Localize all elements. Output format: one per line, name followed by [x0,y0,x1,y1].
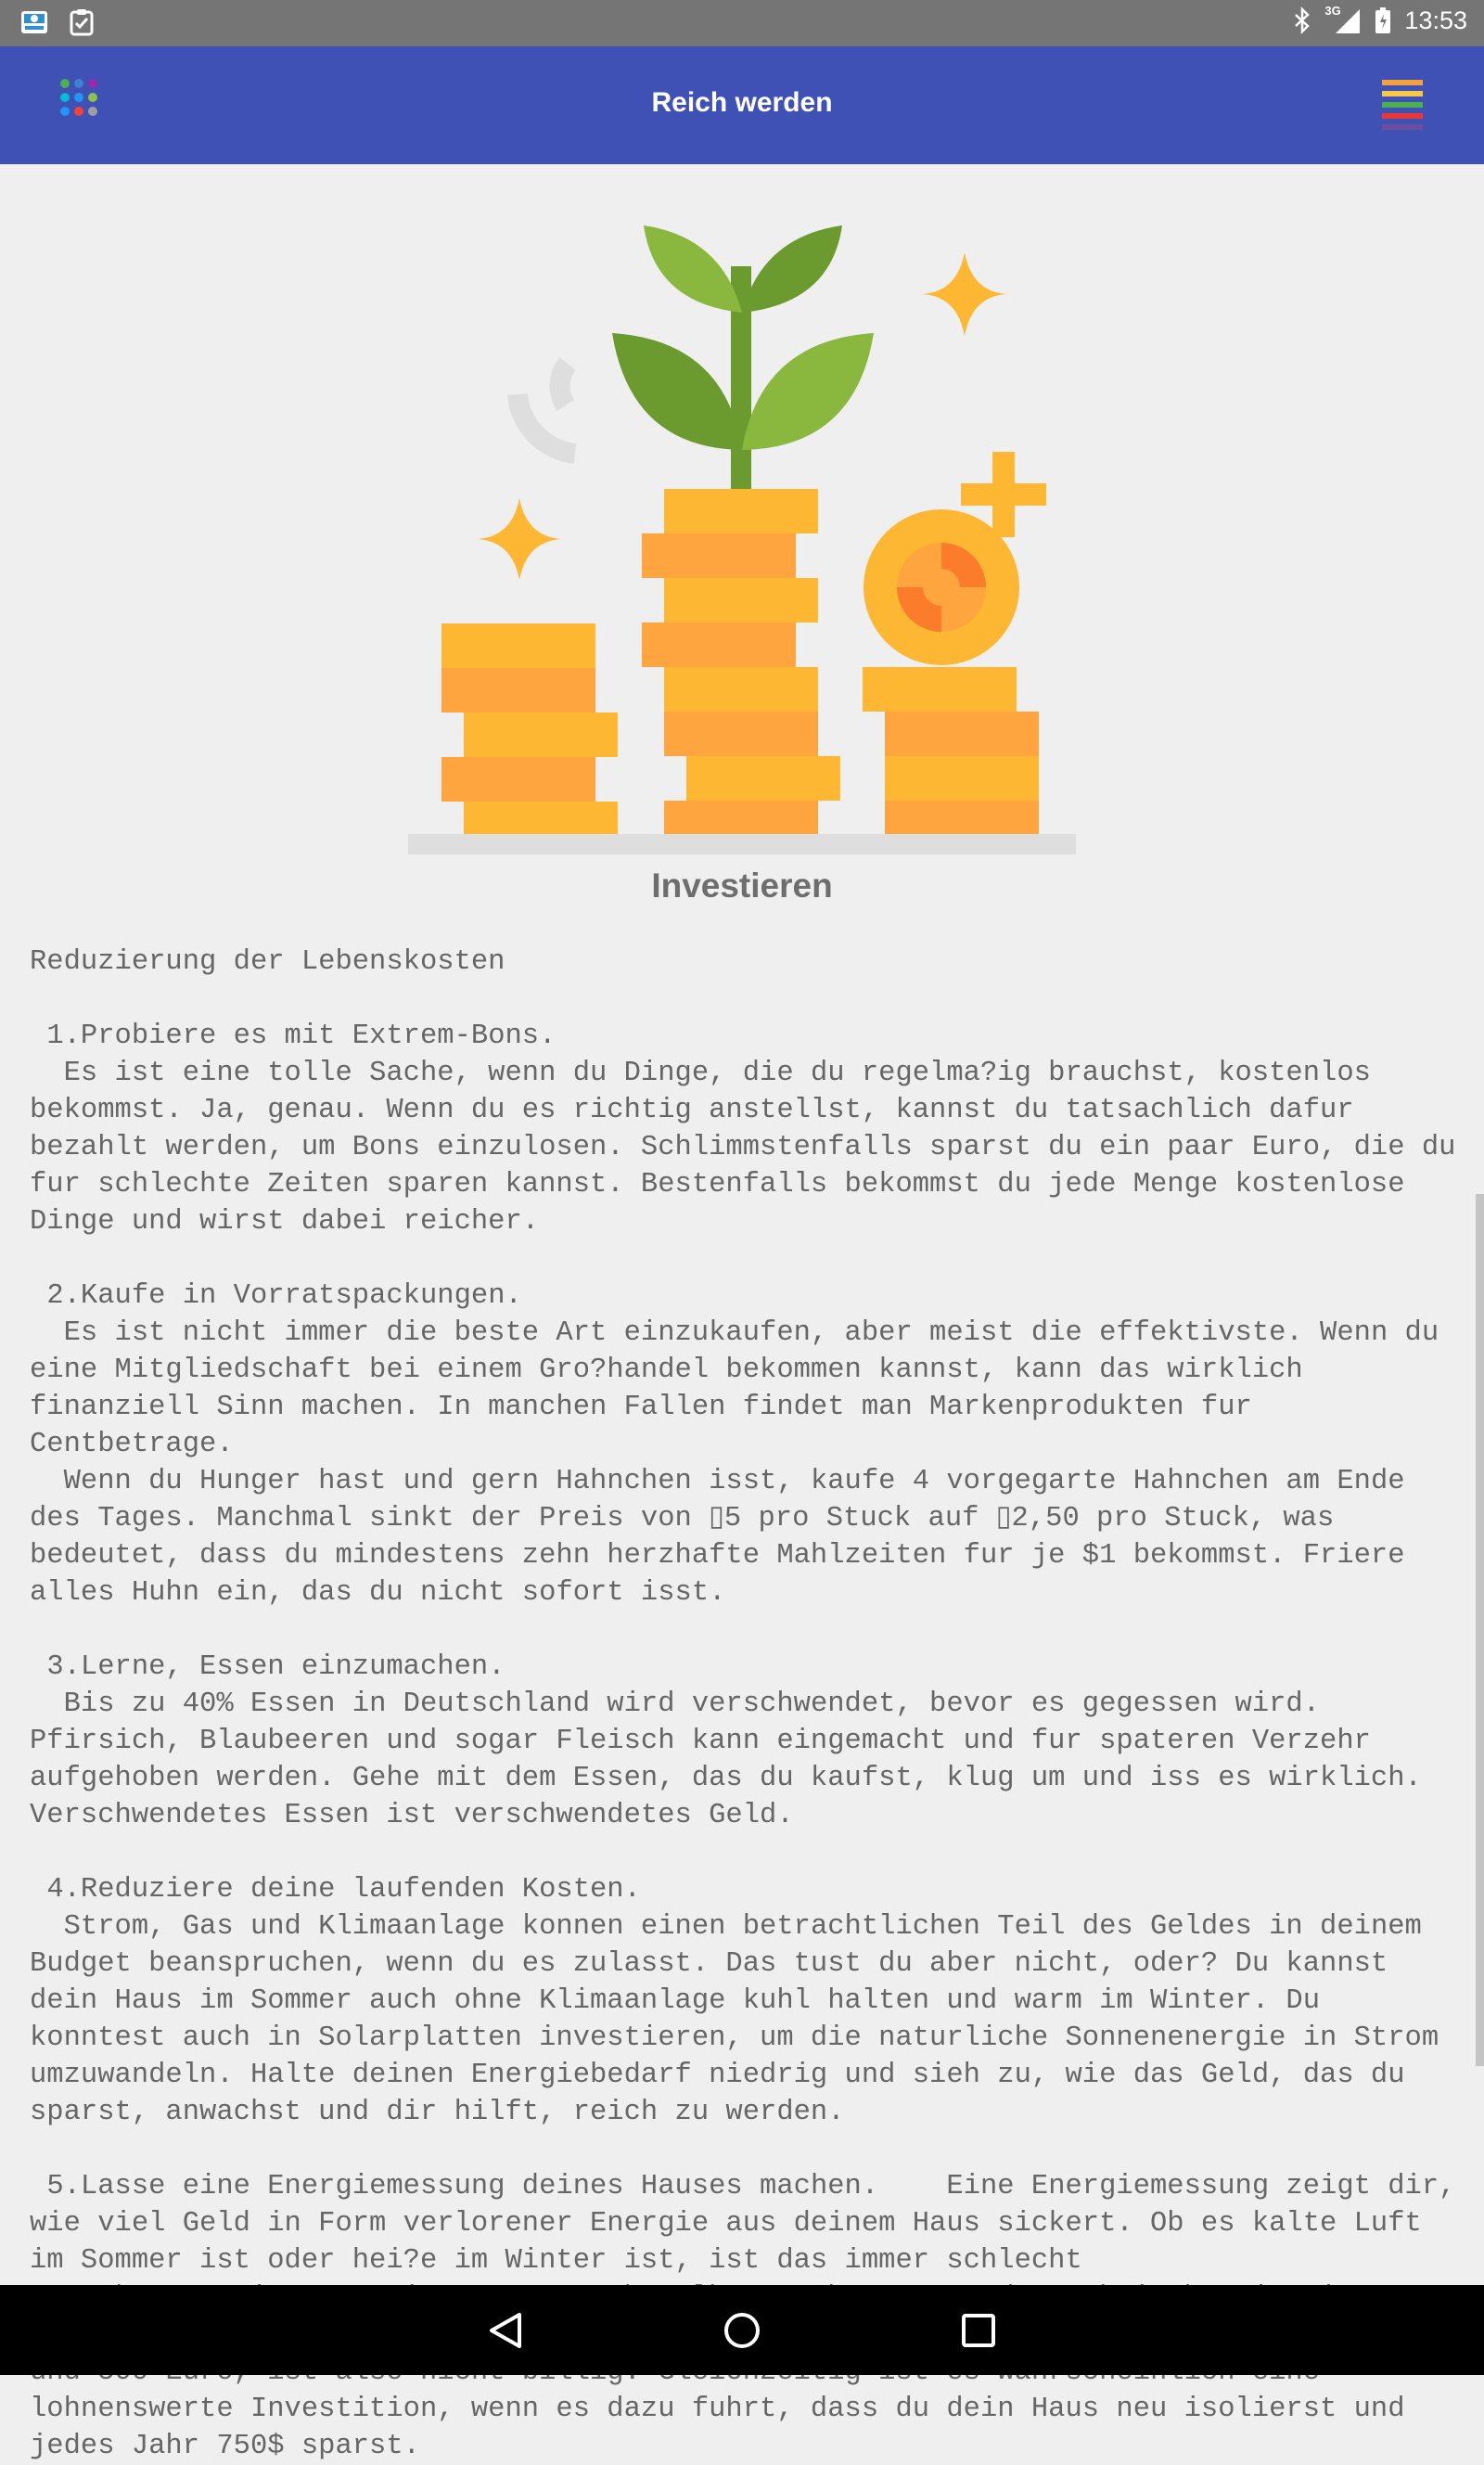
network-type: 3G [1324,4,1341,18]
app-title: Reich werden [651,87,833,118]
app-bar [0,46,1484,164]
home-icon[interactable] [721,2309,763,2352]
battery-icon [1375,6,1391,34]
notification-icons [20,8,95,36]
scrollbar[interactable] [1476,1194,1484,2066]
bluetooth-icon [1293,6,1311,34]
clipboard-check-icon [69,8,95,36]
coins-plant-icon [399,192,1085,860]
signal-icon [1334,7,1362,35]
back-icon[interactable] [484,2309,527,2352]
status-bar [0,0,1484,46]
section-title: Investieren [651,867,833,905]
system-status [1293,6,1467,35]
article-text: Reduzierung der Lebenskosten 1.Probiere es mit Extrem-Bons. Es ist eine tolle Sache, wenn du Dinge, die du regelma?ig brauchst, kostenlos bekommst. Ja, genau. Wenn du es richtig anstellst, kannst du tatsachlich dafur bezahlt werden, um Bons einzulosen. Schlimmstenfalls sparst du ein paar Euro, die du fur schlechte Zeiten sparen kannst. Bestenfalls bekommst du jede Menge kostenlose Dinge und wirst dabei reicher. 2.Kaufe in Vorratspackungen. Es ist nicht immer die beste Art einzukaufen, aber meist die effektivste. Wenn du eine Mitgliedschaft bei einem Gro?handel bekommen kannst, kann das wirklich finanziell Sinn machen. In manchen Fallen findet man Markenprodukten fur Centbetrage. Wenn du Hunger hast und gern Hahnchen isst, kaufe 4 vorgegarte Hahnchen am Ende des Tages. Manchmal sinkt der Preis von ▯5 pro Stuck auf ▯2,50 pro Stuck, was bedeutet, dass du mindestens zehn herzhafte Mahlzeiten fur je $1 bekommst. Friere alles Huhn ein, das du nicht sofort isst. 3.Lerne, Essen einzumachen. Bis zu 40% Essen in Deutschland wird verschwendet, bevor es gegessen wird. Pfirsich, Blaubeeren und sogar Fleisch kann eingemacht und fur spateren Verzehr aufgehoben werden. Gehe mit dem Essen, das du kaufst, klug um und iss es wirklich. Verschwendetes Essen ist verschwendetes Geld. 4.Reduziere deine laufenden Kosten. Strom, Gas und Klimaanlage konnen einen betrachtlichen Teil des Geldes in deinem Budget beanspruchen, wenn du es zulasst. Das tust du aber nicht, oder? Du kannst dein Haus im Sommer auch ohne Klimaanlage kuhl halten und warm im Winter. Du konntest auch in Solarplatten investieren, um die naturliche Sonnenenergie in Strom umzuwandeln. Halte deinen Energiebedarf niedrig und sieh zu, wie das Geld, das du sparst, anwachst und dir hilft, reich zu werden. 5.Lasse eine Energiemessung deines Hauses machen. Eine Energiemessung zeigt dir, wie viel Geld in Form verlorener Energie aus deinem Haus sickert. Ob es kalte Luft im Sommer ist oder hei?e im Winter ist, ist das immer schlecht lohnenswerte Investition, wenn es dazu fuhrt, dass du dein Haus neu isolierst und jedes Jahr 750$ sparst. [30,946,1456,2462]
weather-icon [20,8,48,36]
content-area [0,164,1484,2462]
signal-indicator [1324,6,1362,35]
clock: 13:53 [1404,6,1467,34]
list-menu-icon[interactable] [1382,78,1423,130]
navigation-bar [0,2285,1484,2375]
recents-icon[interactable] [957,2309,1000,2352]
